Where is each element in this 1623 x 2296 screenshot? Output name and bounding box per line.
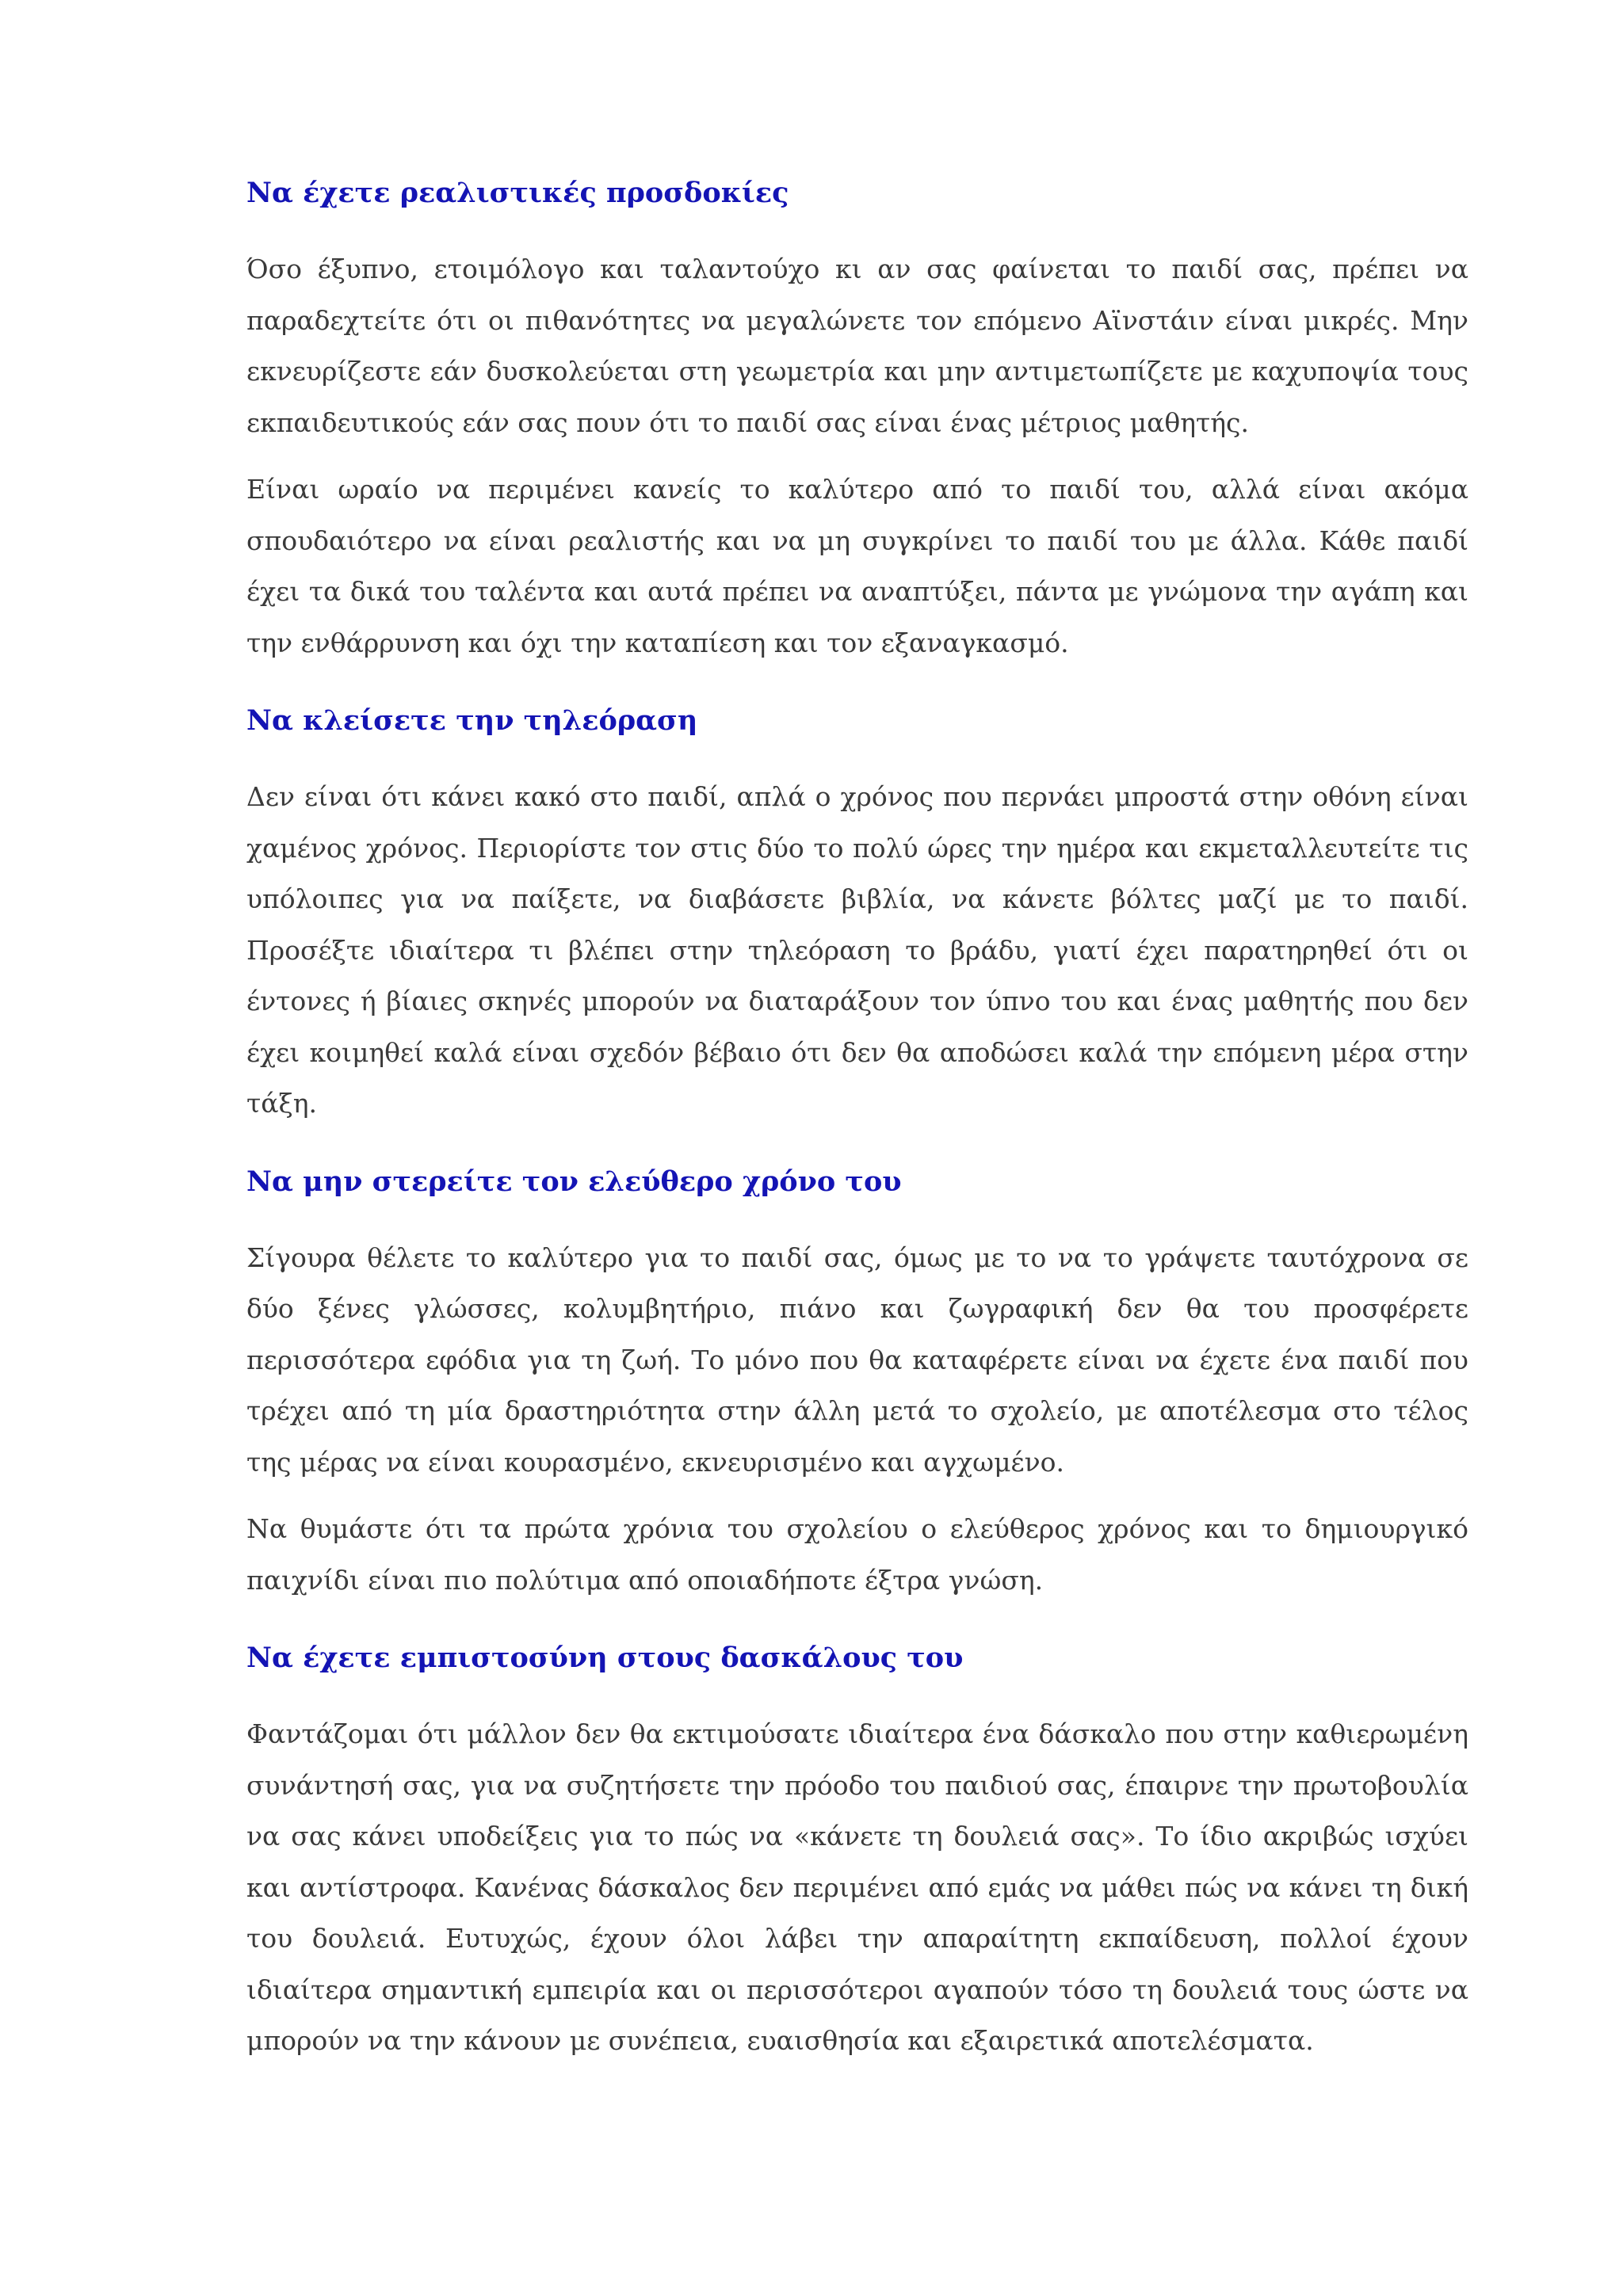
paragraph: Φαντάζομαι ότι μάλλον δεν θα εκτιμούσατε ιδιαίτερα ένα δάσκαλο που στην καθιερωμένη συνάντησή σας, για να συζητήσετε την πρόοδο του παιδιού σας, έπαιρνε την πρωτοβουλία να σας κάνει υποδείξεις για το πώς να «κάνετε τη δουλειά σας». Το ίδιο ακριβώς ισχύει και αντίστροφα. Κανένας δάσκαλος δεν περιμένει από εμάς να μάθει πώς να κάνει τη δική του δουλειά. Ευτυχώς, έχουν όλοι λάβει την απαραίτητη εκπαίδευση, πολλοί έχουν ιδιαίτερα σημαντική εμπειρία και οι περισσότεροι αγαπούν τόσο τη δουλειά τους ώστε να μπορούν να την κάνουν με συνέπεια, ευαισθησία και εξαιρετικά αποτελέσματα. (246, 1718, 1468, 2056)
section-realistic-expectations (246, 176, 1468, 669)
paragraph: Όσο έξυπνο, ετοιμόλογο και ταλαντούχο κι αν σας φαίνεται το παιδί σας, πρέπει να παραδεχτείτε ότι οι πιθανότητες να μεγαλώνετε τον επόμενο Αϊνστάιν είναι μικρές. Μην εκνευρίζεστε εάν δυσκολεύεται στη γεωμετρία και μην αντιμετωπίζετε με καχυποψία τους εκπαιδευτικούς εάν σας πουν ότι το παιδί σας είναι ένας μέτριος μαθητής. (246, 254, 1468, 438)
section-heading: Να κλείσετε την τηλεόραση (246, 704, 698, 737)
section-heading: Να μην στερείτε τον ελεύθερο χρόνο του (246, 1165, 902, 1198)
section-heading: Να έχετε εμπιστοσύνη στους δασκάλους του (246, 1642, 964, 1674)
section-free-time (246, 1165, 1468, 1607)
paragraph: Σίγουρα θέλετε το καλύτερο για το παιδί σας, όμως με το να το γράψετε ταυτόχρονα σε δύο ξένες γλώσσες, κολυμβητήριο, πιάνο και ζωγραφική δεν θα του προσφέρετε περισσότερα εφόδια για τη ζωή. Το μόνο που θα καταφέρετε είναι να έχετε ένα παιδί που τρέχει από τη μία δραστηριότητα στην άλλη μετά το σχολείο, με αποτέλεσμα στο τέλος της μέρας να είναι κουρασμένο, εκνευρισμένο και αγχωμένο. (246, 1241, 1468, 1478)
paragraph: Δεν είναι ότι κάνει κακό στο παιδί, απλά ο χρόνος που περνάει μπροστά στην οθόνη είναι χαμένος χρόνος. Περιορίστε τον στις δύο το πολύ ώρες την ημέρα και εκμεταλλευτείτε τις υπόλοιπες για να παίξετε, να διαβάσετε βιβλία, να κάνετε βόλτες μαζί με το παιδί. Προσέξτε ιδιαίτερα τι βλέπει στην τηλεόραση το βράδυ, γιατί έχει παρατηρηθεί ότι οι έντονες ή βίαιες σκηνές μπορούν να διαταράξουν τον ύπνο του και ένας μαθητής που δεν έχει κοιμηθεί καλά είναι σχεδόν βέβαιο ότι δεν θα αποδώσει καλά την επόμενη μέρα στην τάξη. (246, 781, 1468, 1119)
section-trust-teachers (246, 1641, 1468, 2067)
section-turn-off-tv (246, 704, 1468, 1130)
paragraph: Να θυμάστε ότι τα πρώτα χρόνια του σχολείου ο ελεύθερος χρόνος και το δημιουργικό παιχνίδι είναι πιο πολύτιμα από οποιαδήποτε έξτρα γνώση. (246, 1513, 1468, 1596)
document-content (246, 176, 1468, 2102)
section-heading: Να έχετε ρεαλιστικές προσδοκίες (246, 177, 789, 209)
paragraph: Είναι ωραίο να περιμένει κανείς το καλύτερο από το παιδί του, αλλά είναι ακόμα σπουδαιότερο να είναι ρεαλιστής και να μη συγκρίνει το παιδί του με άλλα. Κάθε παιδί έχει τα δικά του ταλέντα και αυτά πρέπει να αναπτύξει, πάντα με γνώμονα την αγάπη και την ενθάρρυνση και όχι την καταπίεση και τον εξαναγκασμό. (246, 474, 1468, 658)
